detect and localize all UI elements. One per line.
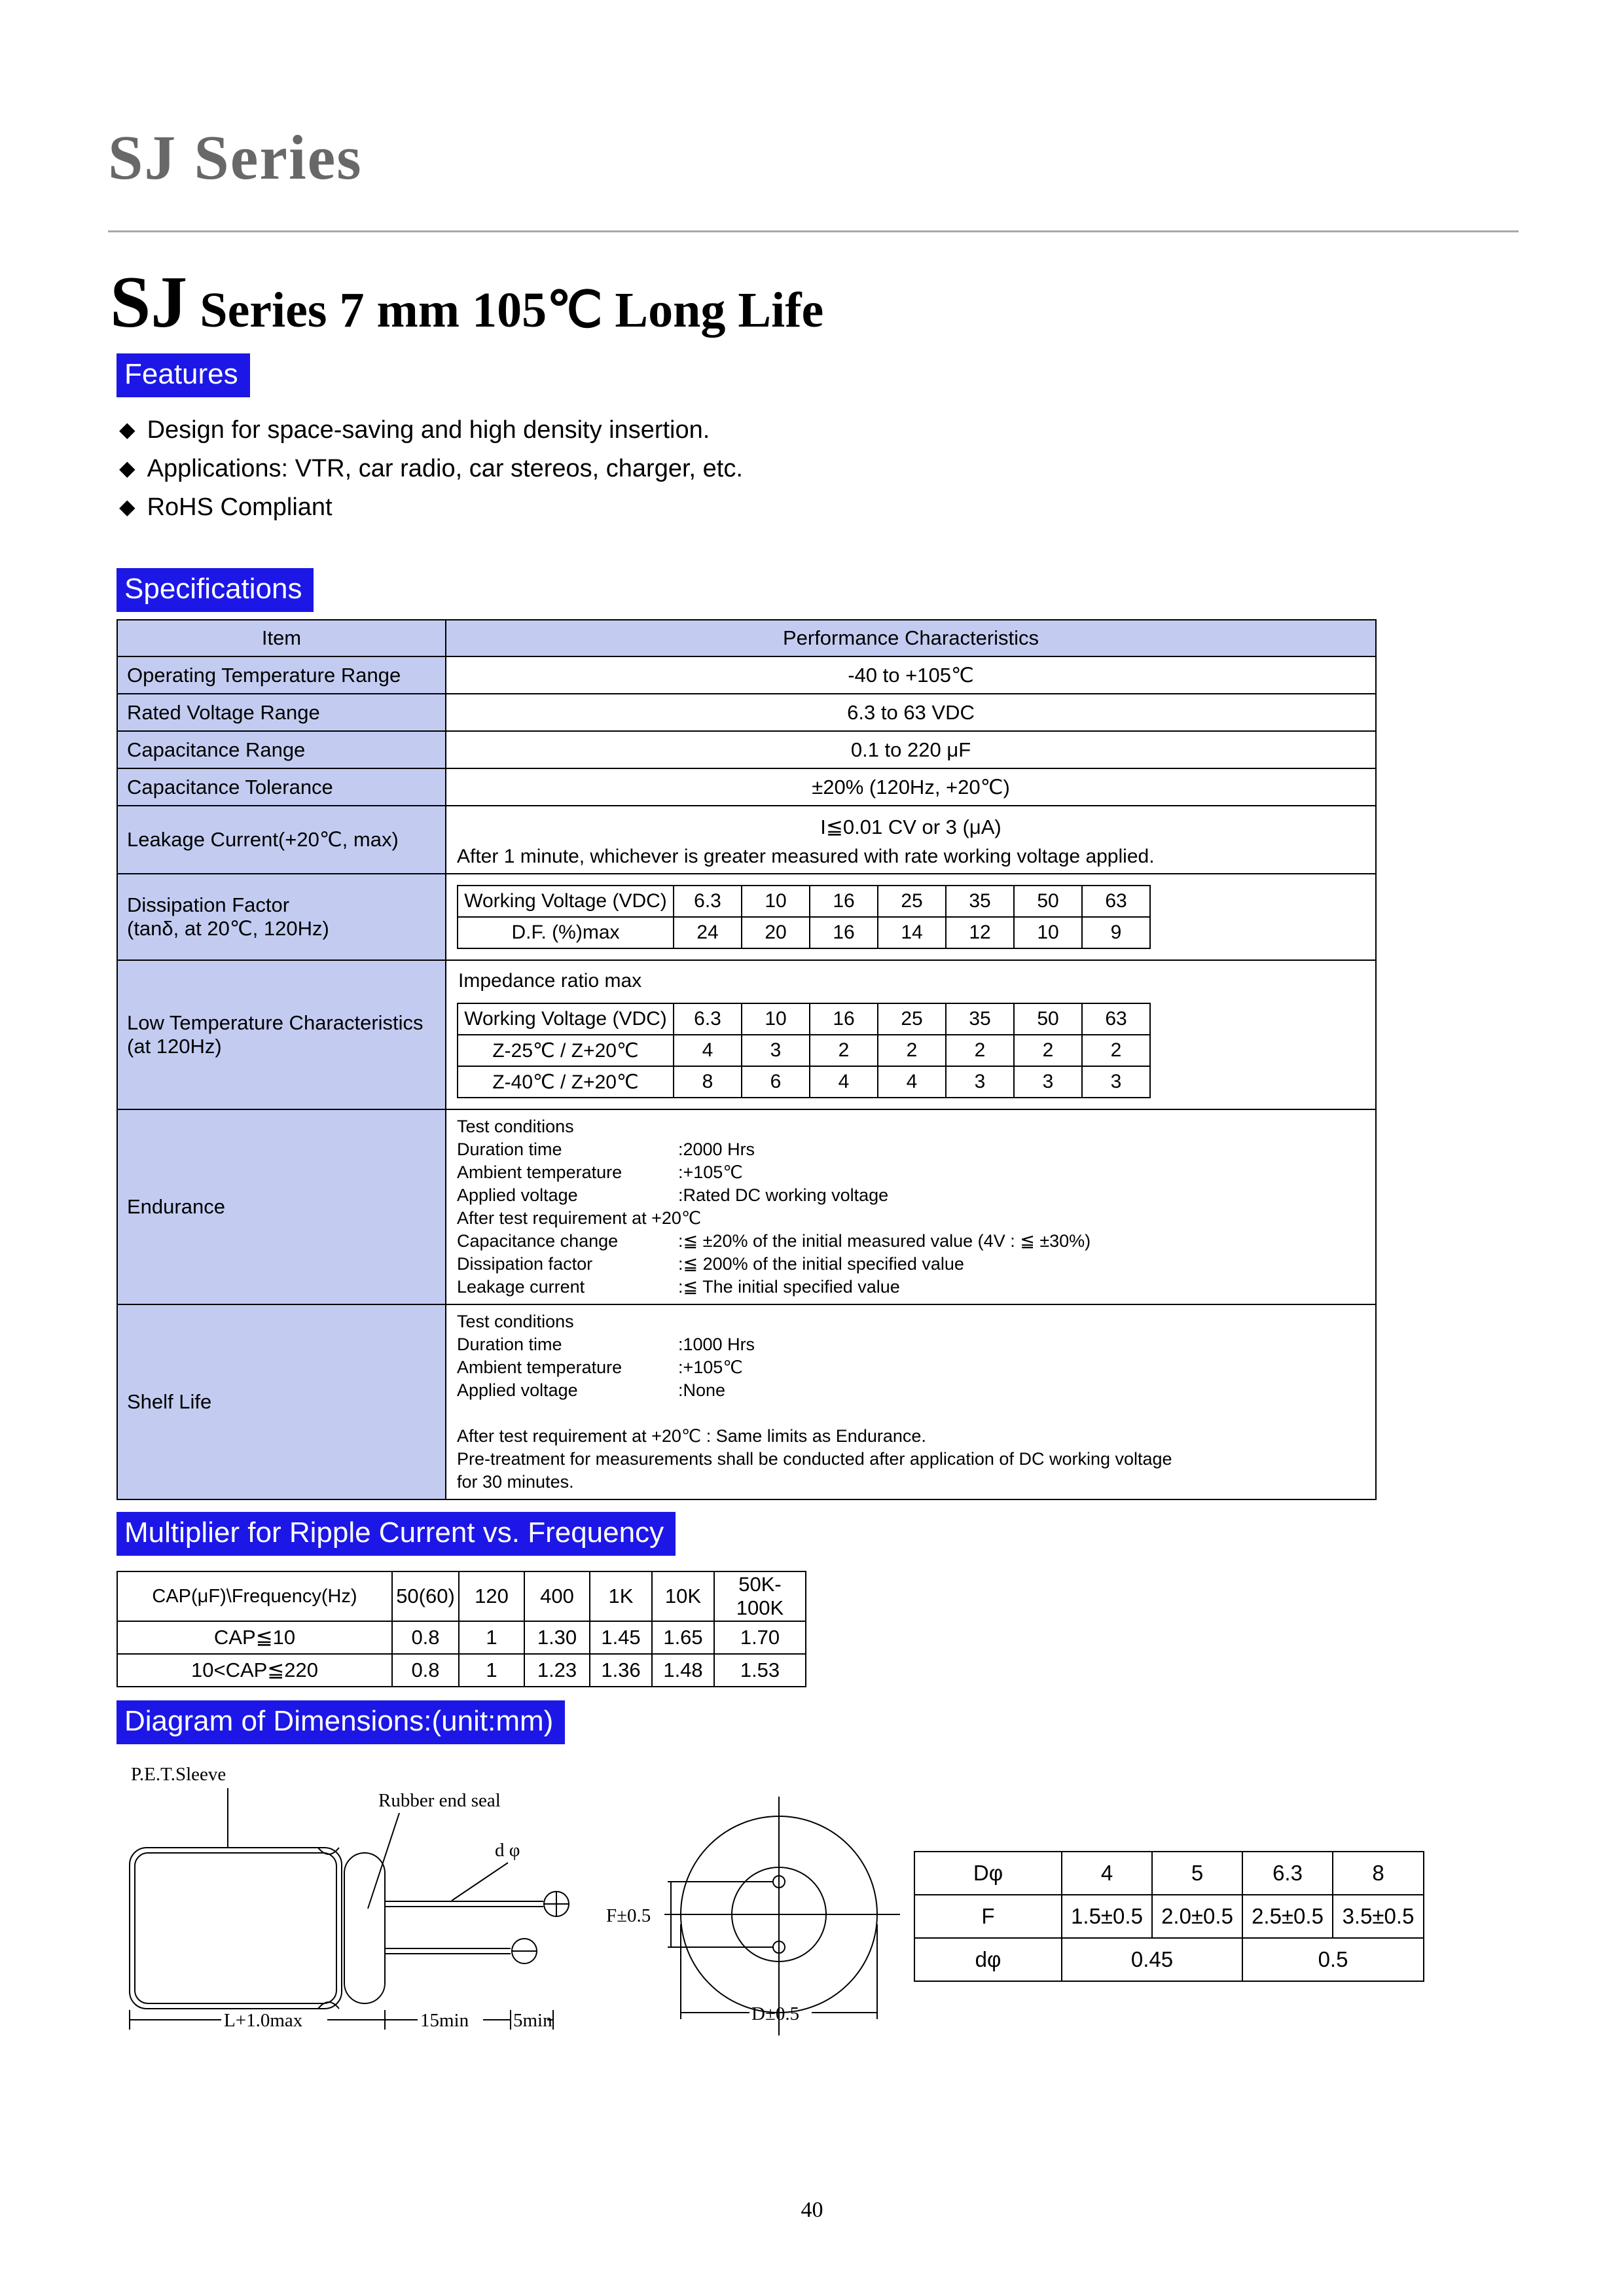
row-label: Capacitance Tolerance [117, 768, 446, 806]
row-label-line: Low Temperature Characteristics [127, 1011, 424, 1034]
cell: 0.45 [1062, 1938, 1242, 1981]
condition-value: :+105℃ [678, 1162, 743, 1182]
condition-value: :None [678, 1380, 726, 1400]
row-label: Operating Temperature Range [117, 656, 446, 694]
capacitor-side-view [124, 1758, 583, 2039]
cell: 50(60) [392, 1571, 459, 1621]
cell: 25 [878, 1003, 946, 1035]
cell: 1.5±0.5 [1062, 1895, 1152, 1938]
condition-key: Leakage current [457, 1277, 585, 1297]
row-label-line: (tanδ, at 20℃, 120Hz) [127, 917, 329, 940]
list-item [119, 455, 743, 483]
condition-value: :≦ 200% of the initial specified value [678, 1254, 964, 1274]
row-label-line: Dissipation Factor [127, 893, 290, 916]
tip-length-label: 5min [513, 2010, 552, 2031]
cell: 4 [878, 1066, 946, 1098]
condition-line [457, 1161, 1365, 1184]
leakage-formula: I≦0.01 CV or 3 (μA) [820, 816, 1001, 838]
cell: 6.3 [674, 1003, 742, 1035]
document-header-title: SJ Series [108, 122, 363, 192]
table-header-row [117, 620, 1376, 656]
leader-line [452, 1863, 508, 1901]
condition-value: :1000 Hrs [678, 1335, 755, 1354]
dissipation-factor-table [457, 885, 1151, 949]
condition-key: Applied voltage [457, 1380, 578, 1400]
condition-key: Duration time [457, 1335, 562, 1354]
cell: 3 [742, 1035, 810, 1066]
cell: 2 [878, 1035, 946, 1066]
rubber-end-seal-label: Rubber end seal [378, 1790, 501, 1811]
cell: 2 [1014, 1035, 1082, 1066]
cell: 6.3 [1242, 1852, 1333, 1895]
cell: 1.30 [524, 1621, 590, 1654]
features-section-label: Features [117, 353, 250, 397]
cell: 0.8 [392, 1621, 459, 1654]
features-list [119, 416, 743, 532]
row-value [446, 874, 1376, 960]
feature-text: RoHS Compliant [147, 493, 333, 521]
cell: 10 [742, 1003, 810, 1035]
cell: 2.5±0.5 [1242, 1895, 1333, 1938]
condition-value: :Rated DC working voltage [678, 1185, 889, 1205]
impedance-ratio-note: Impedance ratio max [458, 970, 642, 992]
cell: Working Voltage (VDC) [458, 1003, 674, 1035]
list-item [119, 416, 743, 444]
cell: 10 [742, 886, 810, 917]
condition-key: Duration time [457, 1139, 562, 1159]
cell: 63 [1082, 1003, 1150, 1035]
condition-line [457, 1230, 1365, 1253]
condition-line [457, 1184, 1365, 1207]
row-label [117, 960, 446, 1109]
page-number: 40 [801, 2198, 823, 2222]
cell: 1 [459, 1654, 524, 1687]
test-conditions-title: Test conditions [457, 1312, 574, 1331]
row-label-line: (at 120Hz) [127, 1035, 222, 1058]
body-length-label: L+1.0max [224, 2010, 303, 2031]
cell: 20 [742, 917, 810, 948]
cell: dφ [914, 1938, 1062, 1981]
test-conditions-title: Test conditions [457, 1117, 574, 1136]
table-row [117, 1654, 806, 1687]
specifications-section-label: Specifications [117, 568, 314, 612]
cell: Working Voltage (VDC) [458, 886, 674, 917]
positive-lead-icon [544, 1892, 569, 1916]
cell: 120 [459, 1571, 524, 1621]
shelf-note: for 30 minutes. [457, 1472, 574, 1492]
cell: 10 [1014, 917, 1082, 948]
cell: CAP(μF)\Frequency(Hz) [117, 1571, 392, 1621]
table-header-row [458, 1003, 1150, 1035]
table-row-leakage [117, 806, 1376, 874]
table-row [117, 731, 1376, 768]
condition-line [457, 1276, 1365, 1299]
column-header-performance: Performance Characteristics [446, 620, 1376, 656]
cell: 8 [674, 1066, 742, 1098]
cell: 0.8 [392, 1654, 459, 1687]
table-row-lowtemp [117, 960, 1376, 1109]
feature-text: Design for space-saving and high density insertion. [147, 416, 710, 444]
table-row [458, 1066, 1150, 1098]
cell: 10<CAP≦220 [117, 1654, 392, 1687]
feature-text: Applications: VTR, car radio, car stereos, charger, etc. [147, 455, 743, 482]
condition-key: Applied voltage [457, 1185, 578, 1205]
cell: 50 [1014, 886, 1082, 917]
ripple-multiplier-table [117, 1571, 806, 1687]
cell: 1.45 [590, 1621, 652, 1654]
row-label: Endurance [117, 1109, 446, 1304]
cell: 1.48 [652, 1654, 714, 1687]
condition-value: :≦ ±20% of the initial measured value (4V : ≦ ±30%) [678, 1231, 1091, 1251]
row-value [446, 1304, 1376, 1499]
cell: Dφ [914, 1852, 1062, 1895]
impedance-ratio-table [457, 1003, 1151, 1098]
cell: 2 [810, 1035, 878, 1066]
condition-value: :2000 Hrs [678, 1139, 755, 1159]
table-row [458, 917, 1150, 948]
leader-line [368, 1813, 399, 1909]
cell: 0.5 [1242, 1938, 1424, 1981]
cell: 35 [946, 1003, 1014, 1035]
cell: 1.36 [590, 1654, 652, 1687]
row-value [446, 960, 1376, 1109]
row-value: 0.1 to 220 μF [446, 731, 1376, 768]
ripple-section-label: Multiplier for Ripple Current vs. Frequency [117, 1512, 676, 1556]
cell: 35 [946, 886, 1014, 917]
diamond-bullet-icon: ◆ [119, 456, 135, 480]
condition-line [457, 1356, 1365, 1379]
capacitor-body-outline [130, 1848, 342, 2009]
cell: 25 [878, 886, 946, 917]
diamond-bullet-icon: ◆ [119, 495, 135, 518]
cell: 1.53 [714, 1654, 806, 1687]
table-row-dissipation [117, 874, 1376, 960]
table-row-endurance [117, 1109, 1376, 1304]
row-label [117, 874, 446, 960]
condition-line [457, 1333, 1365, 1356]
cell: 14 [878, 917, 946, 948]
column-header-item: Item [117, 620, 446, 656]
cell: 5 [1152, 1852, 1242, 1895]
list-item [119, 493, 743, 522]
row-value: -40 to +105℃ [446, 656, 1376, 694]
row-value [446, 806, 1376, 874]
page-title [110, 260, 823, 345]
condition-line [457, 1253, 1365, 1276]
cell: 3 [946, 1066, 1014, 1098]
condition-key: Capacitance change [457, 1231, 619, 1251]
cell: 1.65 [652, 1621, 714, 1654]
cell: 3 [1082, 1066, 1150, 1098]
cell: 12 [946, 917, 1014, 948]
cell: 63 [1082, 886, 1150, 917]
cell: 6.3 [674, 886, 742, 917]
cell: 2.0±0.5 [1152, 1895, 1242, 1938]
shelf-note: After test requirement at +20℃ : Same limits as Endurance. [457, 1426, 926, 1446]
condition-line [457, 1379, 1365, 1402]
dimensions-section-label: Diagram of Dimensions:(unit:mm) [117, 1700, 565, 1744]
lead-diameter-label: d φ [495, 1840, 520, 1861]
row-label: Capacitance Range [117, 731, 446, 768]
table-row [117, 656, 1376, 694]
table-row [914, 1852, 1424, 1895]
row-value: 6.3 to 63 VDC [446, 694, 1376, 731]
cell: 16 [810, 1003, 878, 1035]
specifications-table [117, 619, 1377, 1500]
cell: 24 [674, 917, 742, 948]
capacitor-body-inner [135, 1853, 336, 2003]
cell: 1.23 [524, 1654, 590, 1687]
row-value [446, 1109, 1376, 1304]
page-title-rest: Series 7 mm 105℃ Long Life [187, 283, 824, 338]
cell: 2 [946, 1035, 1014, 1066]
diamond-bullet-icon: ◆ [119, 418, 135, 441]
pet-sleeve-label: P.E.T.Sleeve [131, 1764, 226, 1785]
row-value: ±20% (120Hz, +20℃) [446, 768, 1376, 806]
row-label: Rated Voltage Range [117, 694, 446, 731]
shelf-note: Pre-treatment for measurements shall be conducted after application of DC working voltage [457, 1449, 1172, 1469]
cell: 50K-100K [714, 1571, 806, 1621]
condition-value: :+105℃ [678, 1357, 743, 1377]
row-label: Leakage Current(+20℃, max) [117, 806, 446, 874]
cell: CAP≦10 [117, 1621, 392, 1654]
cell: 50 [1014, 1003, 1082, 1035]
condition-line [457, 1138, 1365, 1161]
condition-key: Dissipation factor [457, 1254, 593, 1274]
cell: 4 [1062, 1852, 1152, 1895]
dimension-table [914, 1851, 1424, 1982]
table-header-row [458, 886, 1150, 917]
table-row [117, 768, 1376, 806]
table-row [117, 1621, 806, 1654]
negative-lead-icon [512, 1939, 537, 1964]
capacitor-front-view [602, 1787, 923, 2049]
table-row [458, 1035, 1150, 1066]
cell: 16 [810, 917, 878, 948]
cell: 1.70 [714, 1621, 806, 1654]
cell: 9 [1082, 917, 1150, 948]
cell: 8 [1333, 1852, 1424, 1895]
cell: D.F. (%)max [458, 917, 674, 948]
condition-key: Ambient temperature [457, 1357, 623, 1377]
cell: 2 [1082, 1035, 1150, 1066]
cell: 1 [459, 1621, 524, 1654]
condition-value: :≦ The initial specified value [678, 1277, 900, 1297]
lead-length-label: 15min [420, 2010, 469, 2031]
table-row-shelf-life [117, 1304, 1376, 1499]
cell: 1K [590, 1571, 652, 1621]
pitch-label: F±0.5 [606, 1905, 651, 1926]
table-row [914, 1895, 1424, 1938]
cell: 4 [810, 1066, 878, 1098]
cell: Z-40℃ / Z+20℃ [458, 1066, 674, 1098]
after-test-title: After test requirement at +20℃ [457, 1208, 702, 1228]
leakage-note: After 1 minute, whichever is greater measured with rate working voltage applied. [457, 846, 1155, 867]
table-row [117, 694, 1376, 731]
cell: 6 [742, 1066, 810, 1098]
table-header-row [117, 1571, 806, 1621]
table-row [914, 1938, 1424, 1981]
cell: 400 [524, 1571, 590, 1621]
blank-line [457, 1402, 1365, 1425]
cell: 10K [652, 1571, 714, 1621]
cell: 16 [810, 886, 878, 917]
page-title-series-code: SJ [110, 262, 188, 343]
cell: 4 [674, 1035, 742, 1066]
cell: F [914, 1895, 1062, 1938]
cell: Z-25℃ / Z+20℃ [458, 1035, 674, 1066]
condition-key: Ambient temperature [457, 1162, 623, 1182]
row-label: Shelf Life [117, 1304, 446, 1499]
cell: 3 [1014, 1066, 1082, 1098]
header-divider [108, 230, 1519, 232]
diameter-label: D±0.5 [751, 2003, 800, 2024]
cell: 3.5±0.5 [1333, 1895, 1424, 1938]
